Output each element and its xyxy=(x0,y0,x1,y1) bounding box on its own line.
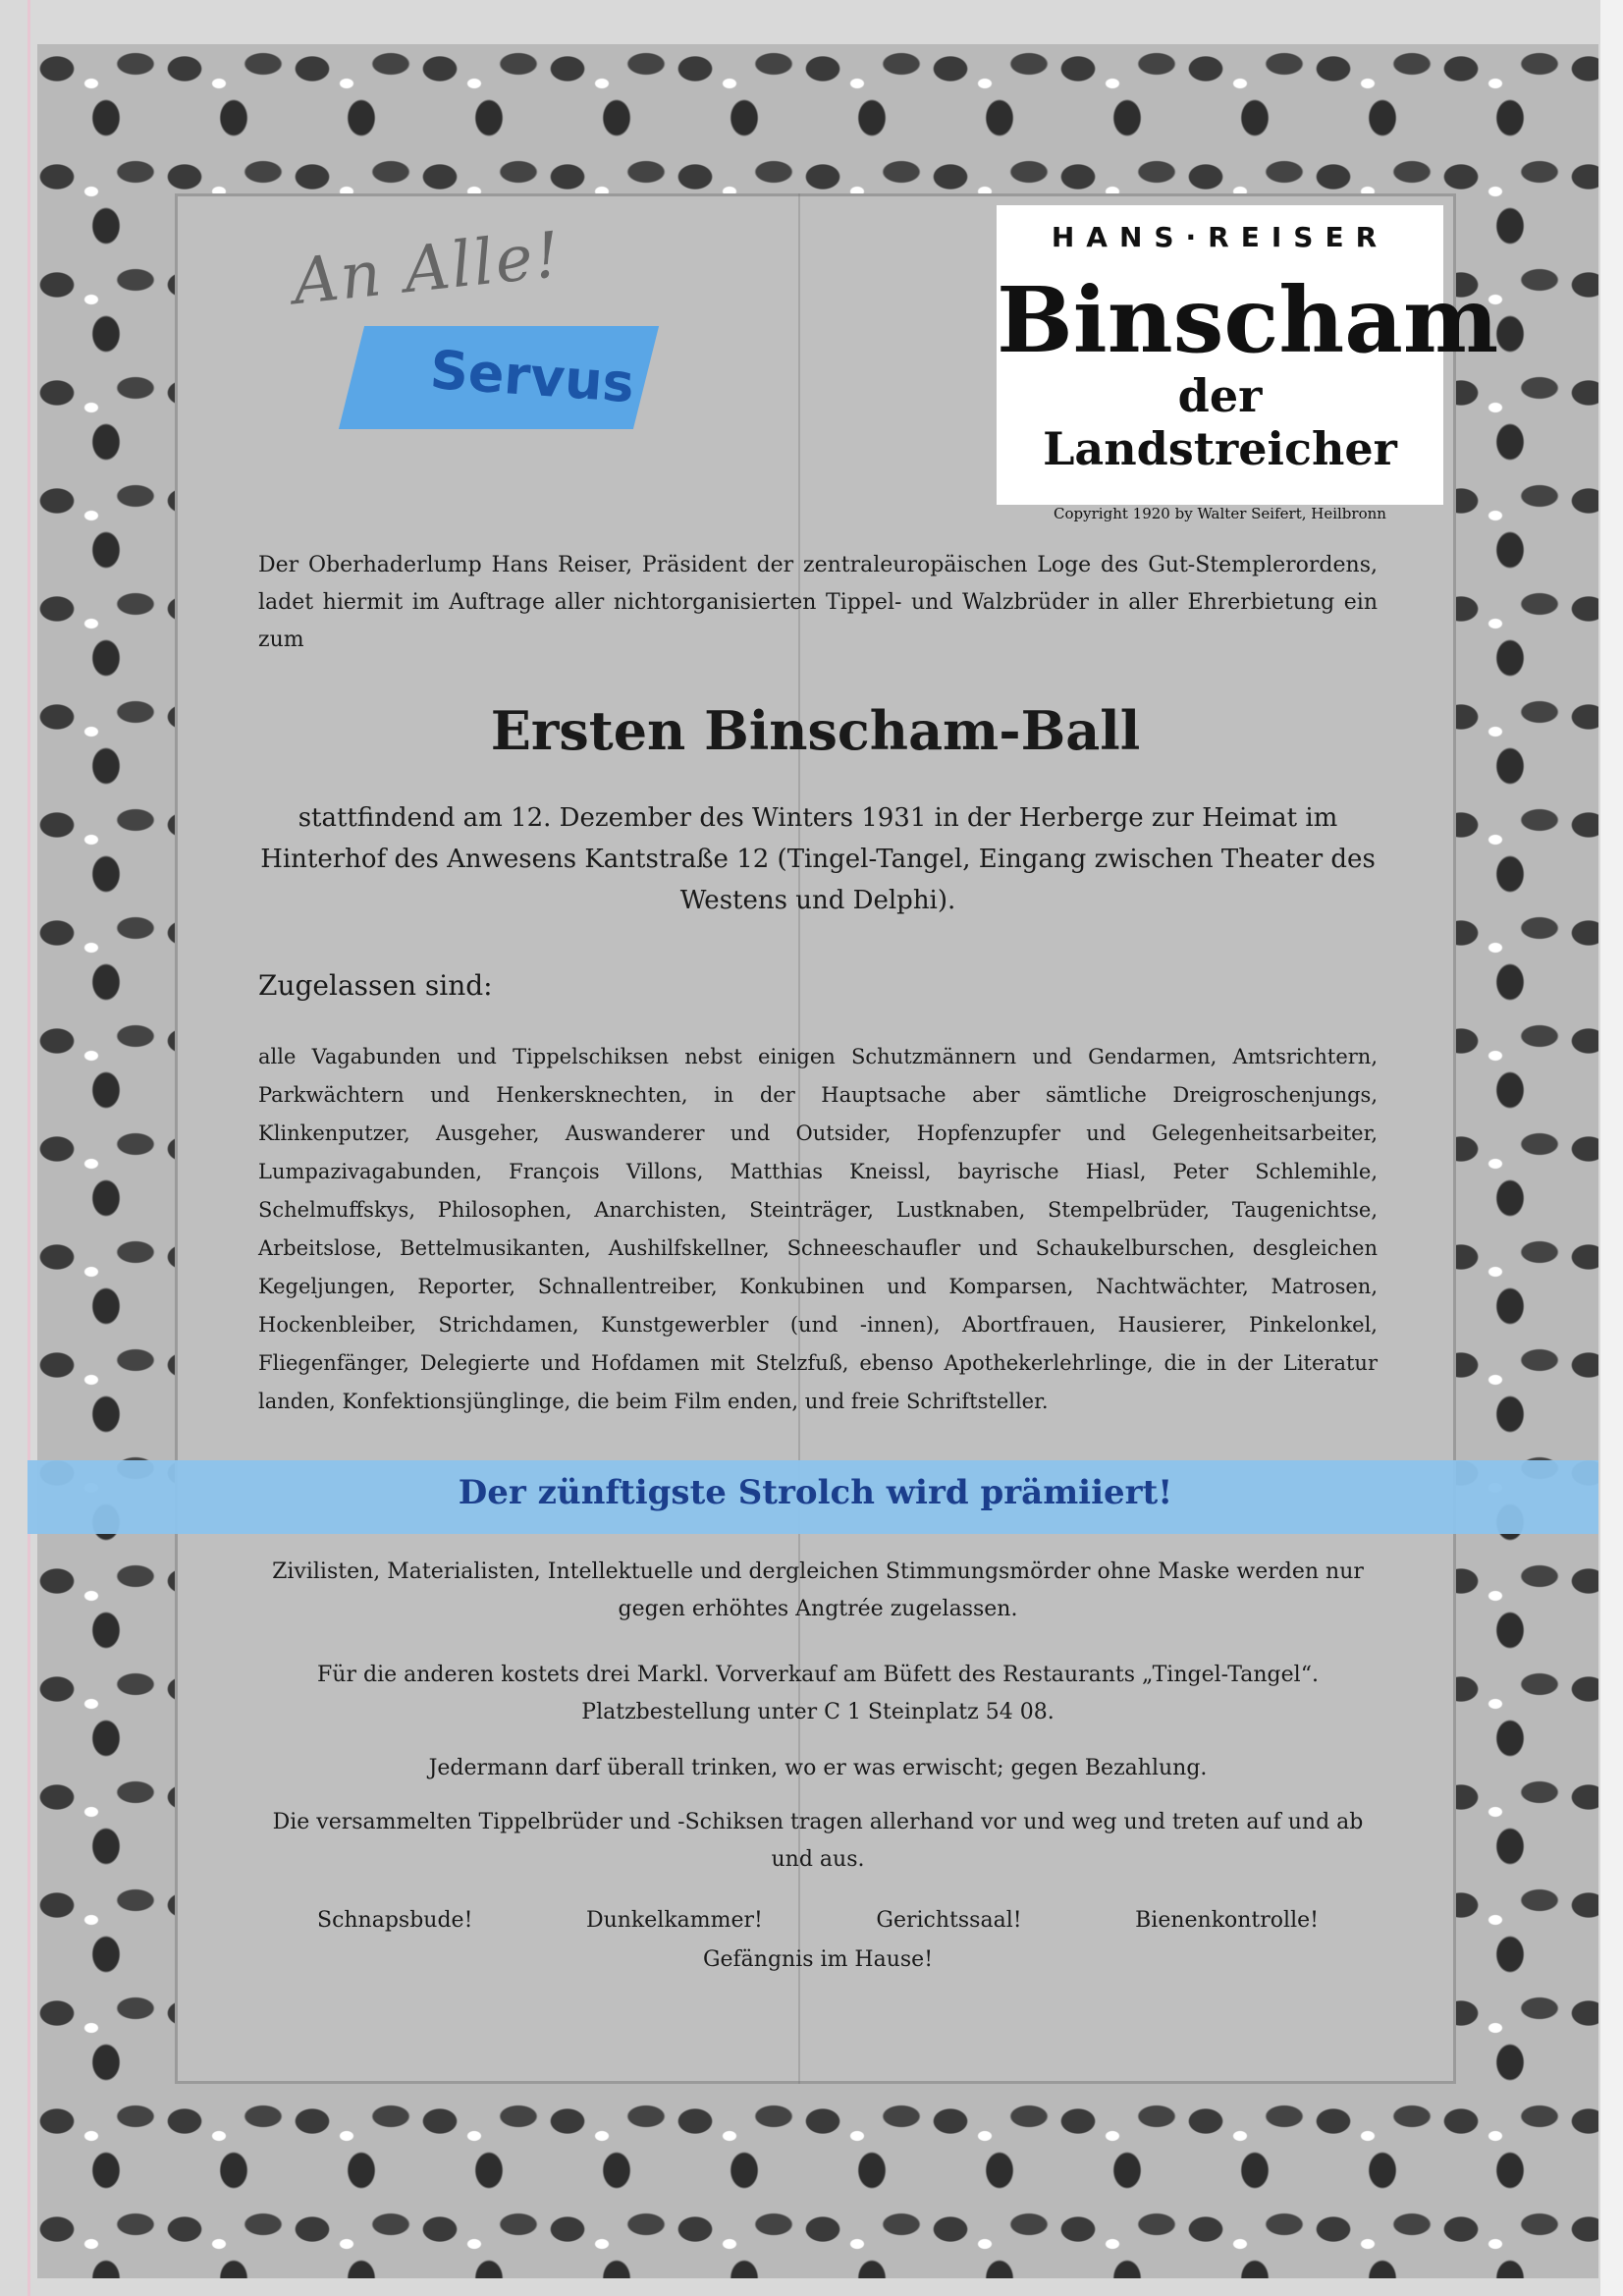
prison-line: Gefängnis im Hause! xyxy=(702,1947,934,1972)
admitted-heading: Zugelassen sind: xyxy=(258,969,493,1002)
book-author: HANS·REISER xyxy=(1051,221,1389,253)
price-paragraph: Für die anderen kostets drei Markl. Vorverkauf am Büfett des Restaurants „Tingel-Tangel“. Platzbestellung unter C 1 Steinplatz 54 08. xyxy=(317,1663,1319,1724)
prize-banner: Der zünftigste Strolch wird prämiiert! xyxy=(458,1473,1173,1512)
handwritten-note: An Alle! xyxy=(289,218,566,320)
event-title: Ersten Binscham-Ball xyxy=(490,699,1141,762)
attraction-item: Bienenkontrolle! xyxy=(1135,1908,1319,1933)
page-margin-line xyxy=(27,0,30,2296)
servus-stamp: Servus xyxy=(428,338,636,415)
book-copyright: Copyright 1920 by Walter Seifert, Heilbronn xyxy=(1054,505,1386,522)
attraction-item: Dunkelkammer! xyxy=(585,1908,763,1933)
event-location: stattfindend am 12. Dezember des Winters 1931 in der Herberge zur Heimat im Hinterhof des Anwesens Kantstraße 12 (Tingel-Tangel, Eingang zwischen Theater des Westens und Delphi). xyxy=(260,803,1376,915)
page-edge xyxy=(1600,0,1623,2296)
attractions-row xyxy=(258,1902,1378,1940)
book-title-box xyxy=(997,205,1499,522)
drinking-paragraph: Jedermann darf überall trinken, wo er was erwischt; gegen Bezahlung. xyxy=(428,1756,1208,1780)
invitation-flyer xyxy=(175,193,1499,2084)
attraction-item: Gerichtssaal! xyxy=(876,1908,1022,1933)
admitted-list: alle Vagabunden und Tippelschiksen nebst einigen Schutzmännern und Gendarmen, Amtsrichtern, Parkwächtern und Henkersknechten, in der Hauptsache aber sämtliche Dreigroschenjungs, Klinkenputzer, Ausgeher, Auswanderer und Outsider, Hopfenzupfer und Gelegenheitsarbeiter, Lumpazivagabunden, François Villons, Matthias Kneissl, bayrische Hiasl, Peter Schlemihle, Schelmuffskys, Philosophen, Anarchisten, Steinträger, Lustknaben, Stempelbrüder, Taugenichtse, Arbeitslose, Bettelmusikanten, Aushilfskellner, Schneeschaufler und Schaukelburschen, desgleichen Kegeljungen, Reporter, Schnallentreiber, Konkubinen und Komparsen, Nachtwächter, Matrosen, Hockenbleiber, Strichdamen, Kunstgewerbler (und -innen), Abortfrauen, Hausierer, Pinkelonkel, Fliegenfänger, Delegierte und Hofdamen mit Stelzfuß, ebenso Apothekerlehrlinge, die in der Literatur landen, Konfektionsjünglinge, die beim Film enden, und freie Schriftsteller. xyxy=(258,1045,1378,1413)
attraction-item: Schnapsbude! xyxy=(317,1908,473,1933)
vagrants-paragraph: Die versammelten Tippelbrüder und -Schiksen tragen allerhand vor und weg und treten auf und ab und aus. xyxy=(272,1810,1364,1872)
attractions xyxy=(258,1902,1378,1979)
book-title: Binscham xyxy=(997,267,1499,373)
intro-paragraph: Der Oberhaderlump Hans Reiser, Präsident der zentraleuropäischen Loge des Gut-Stemplerordens, ladet hiermit im Auftrage aller nichtorganisierten Tippel- und Walzbrüder in aller Ehrerbietung ein zum xyxy=(258,553,1378,652)
civilians-paragraph: Zivilisten, Materialisten, Intellektuelle und dergleichen Stimmungsmörder ohne Maske werden nur gegen erhöhtes Angtrée zugelassen. xyxy=(272,1559,1364,1621)
book-subtitle: der Landstreicher xyxy=(1043,369,1397,475)
